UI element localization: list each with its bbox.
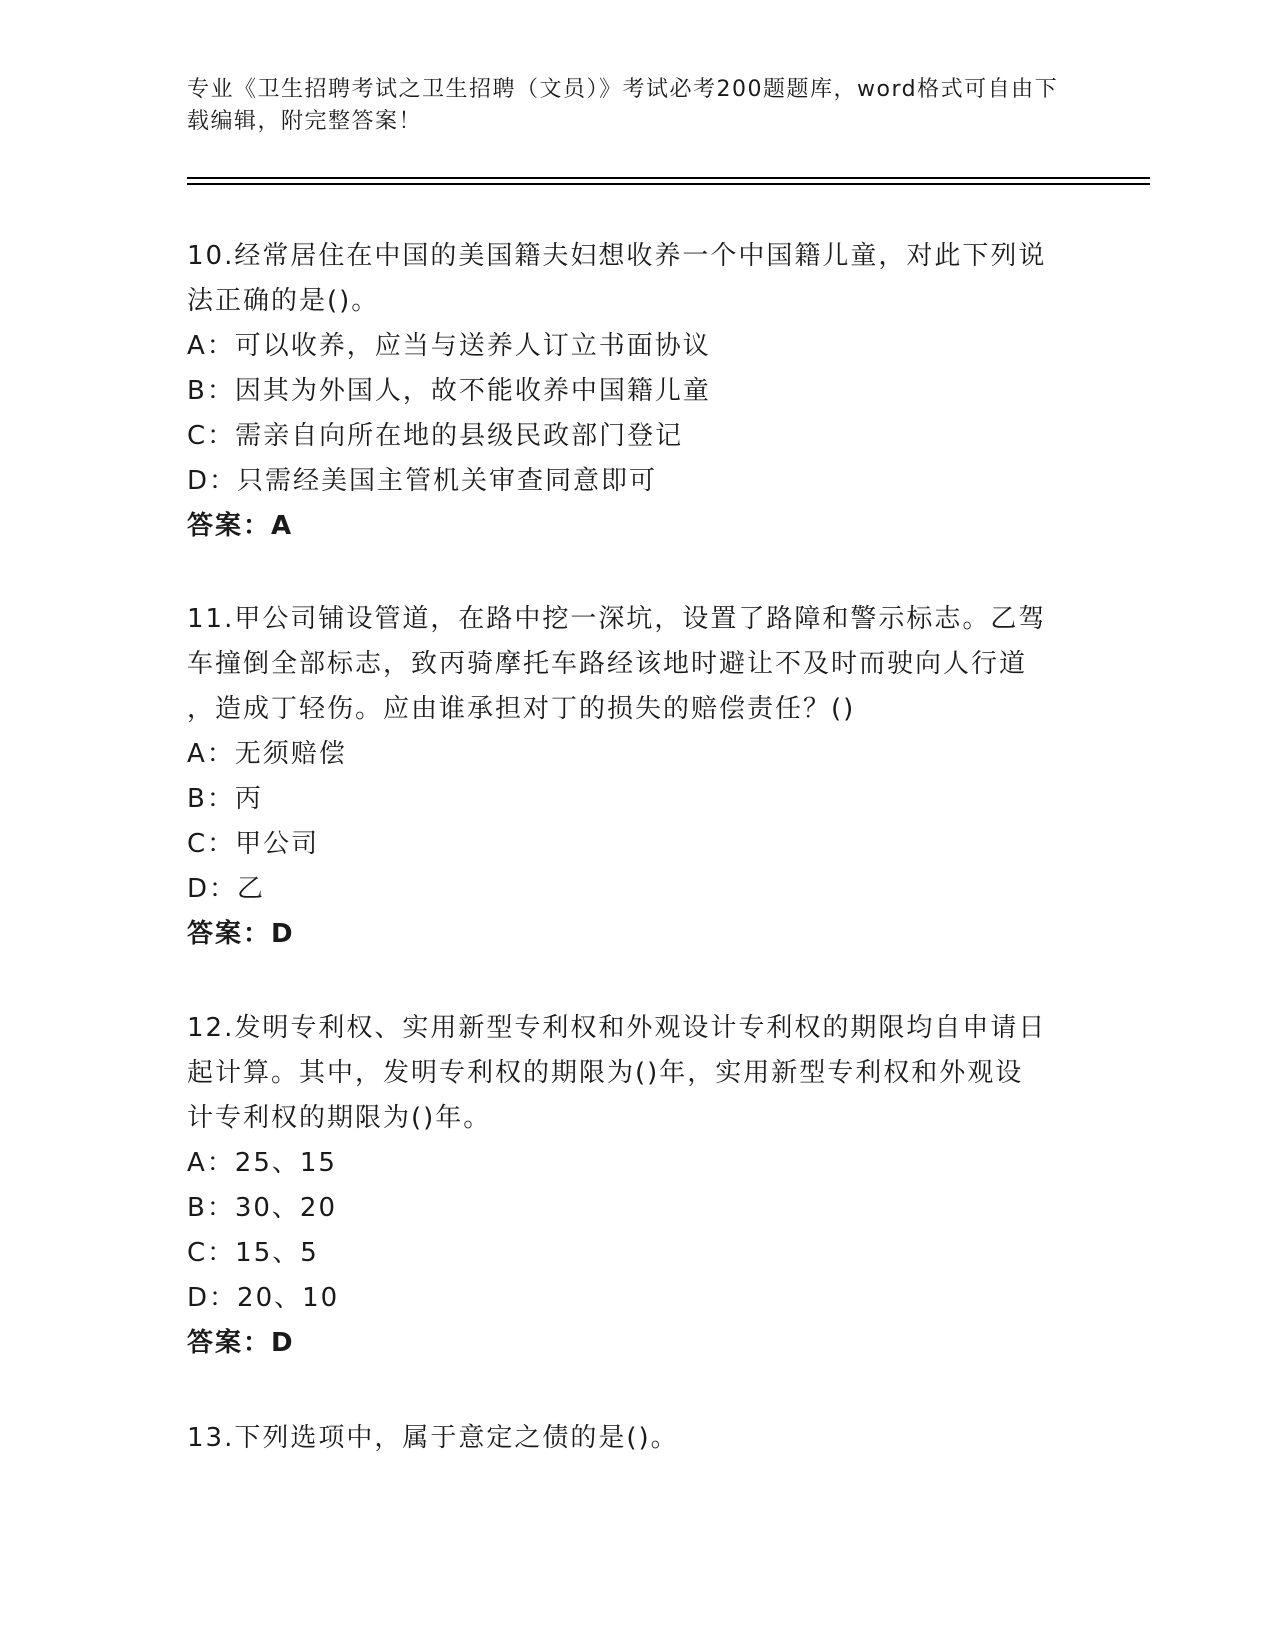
option-a: A：可以收养，应当与送养人订立书面协议 — [187, 331, 711, 361]
option-b: B：丙 — [187, 784, 263, 814]
question-stem-line: 11.甲公司铺设管道，在路中挖一深坑，设置了路障和警示标志。乙驾 — [187, 604, 1047, 634]
option-c: C：需亲自向所在地的县级民政部门登记 — [187, 421, 684, 451]
question-stem-line: 12.发明专利权、实用新型专利权和外观设计专利权的期限均自申请日 — [187, 1013, 1047, 1043]
option-d: D：只需经美国主管机关审查同意即可 — [187, 466, 658, 496]
question-stem-line: 10.经常居住在中国的美国籍夫妇想收养一个中国籍儿童，对此下列说 — [187, 241, 1047, 271]
option-b: B：因其为外国人，故不能收养中国籍儿童 — [187, 376, 711, 406]
document-header: 专业《卫生招聘考试之卫生招聘（文员）》考试必考200题题库，word格式可自由下载编辑，附完整答案！ — [187, 77, 1059, 134]
question-stem-line: ，造成丁轻伤。应由谁承担对丁的损失的赔偿责任？() — [187, 694, 856, 724]
header-divider-top — [187, 177, 1150, 179]
header-divider-bottom — [187, 183, 1150, 185]
option-d: D：乙 — [187, 874, 266, 904]
question-stem-line: 起计算。其中，发明专利权的期限为()年，实用新型专利权和外观设 — [187, 1058, 1024, 1088]
question-13 — [187, 1416, 1087, 1461]
question-stem-line: 13.下列选项中，属于意定之债的是()。 — [187, 1423, 679, 1453]
option-a: A：25、15 — [187, 1148, 337, 1178]
question-stem-line: 车撞倒全部标志，致丙骑摩托车路经该地时避让不及时而驶向人行道 — [187, 649, 1028, 679]
option-d: D：20、10 — [187, 1283, 340, 1313]
answer: 答案：D — [187, 919, 295, 949]
question-11 — [187, 597, 1087, 957]
question-10 — [187, 234, 1087, 549]
option-c: C：15、5 — [187, 1238, 319, 1268]
question-stem-line: 法正确的是()。 — [187, 286, 380, 316]
option-c: C：甲公司 — [187, 829, 320, 859]
option-b: B：30、20 — [187, 1193, 338, 1223]
question-12 — [187, 1006, 1087, 1366]
option-a: A：无须赔偿 — [187, 739, 347, 769]
answer: 答案：A — [187, 511, 294, 541]
answer: 答案：D — [187, 1328, 295, 1358]
question-stem-line: 计专利权的期限为()年。 — [187, 1103, 492, 1133]
